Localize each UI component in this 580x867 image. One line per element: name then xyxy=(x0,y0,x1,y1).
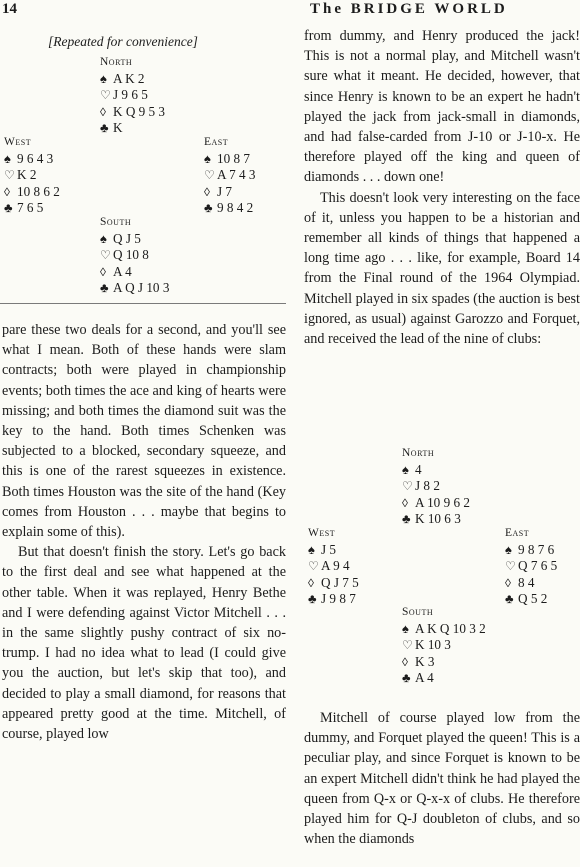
clubs-holding: 7 6 5 xyxy=(17,200,44,215)
seat-label: West xyxy=(4,136,32,148)
heart-icon: ♡ xyxy=(402,479,413,493)
seat-label: East xyxy=(204,136,229,148)
diamond-icon: ◊ xyxy=(4,184,10,199)
paragraph: But that doesn't finish the story. Let's go back to the first deal and see what happened at the other table. When it was replayed, Henry Bethe and I were defending against Victor Mitchell . . . in the same slightly pushy contract of six no-trump. I had no idea what to lead (I could give you the auction, but let's skip that too), and decided to play a small diamond, for reasons that appeared pretty good at the time. Mitchell, of course, played low xyxy=(2,544,286,743)
diamond-icon: ◊ xyxy=(402,654,408,669)
club-icon: ♣ xyxy=(308,591,317,606)
diamonds-holding: A 4 xyxy=(113,263,132,279)
diamonds-holding: K Q 9 5 3 xyxy=(113,103,166,119)
spades-holding: A K 2 xyxy=(113,70,145,86)
clubs-holding: K xyxy=(113,120,123,135)
spades-holding: A K Q 10 3 2 xyxy=(415,620,486,636)
heart-icon: ♡ xyxy=(100,248,111,262)
heart-icon: ♡ xyxy=(308,559,319,573)
diamonds-holding: 10 8 6 2 xyxy=(17,183,60,199)
heart-icon: ♡ xyxy=(100,88,111,102)
clubs-holding: K 10 6 3 xyxy=(415,511,461,526)
spade-icon: ♠ xyxy=(402,620,409,636)
hearts-holding: A 7 4 3 xyxy=(217,167,256,182)
spades-holding: 4 xyxy=(415,461,422,477)
right-column-bottom xyxy=(304,708,580,849)
club-icon: ♣ xyxy=(402,670,411,685)
seat-label: North xyxy=(100,56,133,68)
spades-holding: Q J 5 xyxy=(113,230,141,246)
hearts-holding: J 9 6 5 xyxy=(113,87,148,102)
diamond-icon: ◊ xyxy=(505,575,511,590)
clubs-holding: 9 8 4 2 xyxy=(217,200,254,215)
spade-icon: ♠ xyxy=(100,230,107,246)
diamonds-holding: K 3 xyxy=(415,653,435,669)
heart-icon: ♡ xyxy=(402,638,413,652)
seat-label: East xyxy=(505,527,530,539)
diamond-icon: ◊ xyxy=(100,264,106,279)
spade-icon: ♠ xyxy=(204,150,211,166)
hearts-holding: Q 10 8 xyxy=(113,247,149,262)
clubs-holding: A 4 xyxy=(415,670,434,685)
diagram-note: [Repeated for convenience] xyxy=(48,34,198,49)
diamond-icon: ◊ xyxy=(308,575,314,590)
diamond-icon: ◊ xyxy=(100,104,106,119)
diagram2-north-hand xyxy=(402,445,470,528)
heart-icon: ♡ xyxy=(204,168,215,182)
paragraph: Mitchell of course played low from the dummy, and Forquet played the queen! This is a peculiar play, and since Forquet is known to be an expert Mitchell didn't think he had played the queen from Q-x or Q-x-x of clubs. He therefore played him for Q-J doubleton of clubs, and so when the diamonds xyxy=(304,710,580,848)
clubs-holding: A Q J 10 3 xyxy=(113,280,170,295)
diamonds-holding: Q J 7 5 xyxy=(321,574,359,590)
hearts-holding: J 8 2 xyxy=(415,478,440,493)
running-head: The BRIDGE WORLD xyxy=(310,1,508,17)
seat-label: West xyxy=(308,527,336,539)
page-number: 14 xyxy=(2,1,17,17)
club-icon: ♣ xyxy=(100,120,109,135)
seat-label: South xyxy=(402,606,434,618)
paragraph: pare these two deals for a second, and you'll see what I mean. Both of these hands were slam contracts; both were played in championship events; both times the ace and king of hearts were missing; and both times the diamond suit was the key to the hand. Both times Schenken was subjected to a blocked, secondary squeeze, and this is one of the rarest squeezes in existence. Both times Houston was the site of the hand (Key comes from Houston . . . maybe that begins to explain some of this). xyxy=(2,322,286,541)
spades-holding: 9 6 4 3 xyxy=(17,150,54,166)
spade-icon: ♠ xyxy=(402,461,409,477)
clubs-holding: J 9 8 7 xyxy=(321,591,356,606)
diagram1-north-hand xyxy=(100,54,165,137)
heart-icon: ♡ xyxy=(505,559,516,573)
club-icon: ♣ xyxy=(4,200,13,215)
diamond-icon: ◊ xyxy=(204,184,210,199)
hearts-holding: Q 7 6 5 xyxy=(518,558,558,573)
diamond-icon: ◊ xyxy=(402,495,408,510)
heart-icon: ♡ xyxy=(4,168,15,182)
spades-holding: J 5 xyxy=(321,541,337,557)
diagram2-south-hand xyxy=(402,604,486,687)
spade-icon: ♠ xyxy=(505,541,512,557)
section-divider xyxy=(0,303,286,304)
left-column xyxy=(2,320,286,744)
diamonds-holding: 8 4 xyxy=(518,574,535,590)
spade-icon: ♠ xyxy=(4,150,11,166)
spades-holding: 9 8 7 6 xyxy=(518,541,555,557)
clubs-holding: Q 5 2 xyxy=(518,591,548,606)
diagram2-east-hand xyxy=(505,525,557,608)
hearts-holding: K 2 xyxy=(17,167,37,182)
paragraph: This doesn't look very interesting on the face of it, unless you happen to be a historian and remember all kinds of things that happened a long time ago . . . like, for example, Board 14 from the Final round of the 1964 Olympiad. Mitchell played in six spades (the auction is best ignored, as usual) against Garozzo and Forquet, and received the lead of the nine of clubs: xyxy=(304,189,580,348)
paragraph: from dummy, and Henry produced the jack! This is not a normal play, and Mitchell wasn't sure what it meant. He decided, however, that since Henry is known to be an expert he hadn't played the jack from jack-small in diamonds, and had false-carded from J-10 or J-10-x. He therefore played off the king and queen of diamonds . . . down one! xyxy=(304,28,580,186)
hearts-holding: K 10 3 xyxy=(415,637,451,652)
seat-label: South xyxy=(100,216,132,228)
club-icon: ♣ xyxy=(100,280,109,295)
spades-holding: 10 8 7 xyxy=(217,150,250,166)
right-column-top xyxy=(304,26,580,349)
spade-icon: ♠ xyxy=(100,70,107,86)
spade-icon: ♠ xyxy=(308,541,315,557)
club-icon: ♣ xyxy=(505,591,514,606)
diamonds-holding: J 7 xyxy=(217,183,233,199)
diagram1-east-hand xyxy=(204,134,255,217)
seat-label: North xyxy=(402,447,435,459)
diamonds-holding: A 10 9 6 2 xyxy=(415,494,470,510)
diagram2-west-hand xyxy=(308,525,359,608)
hearts-holding: A 9 4 xyxy=(321,558,350,573)
club-icon: ♣ xyxy=(204,200,213,215)
diagram1-south-hand xyxy=(100,214,169,297)
diagram1-west-hand xyxy=(4,134,60,217)
club-icon: ♣ xyxy=(402,511,411,526)
